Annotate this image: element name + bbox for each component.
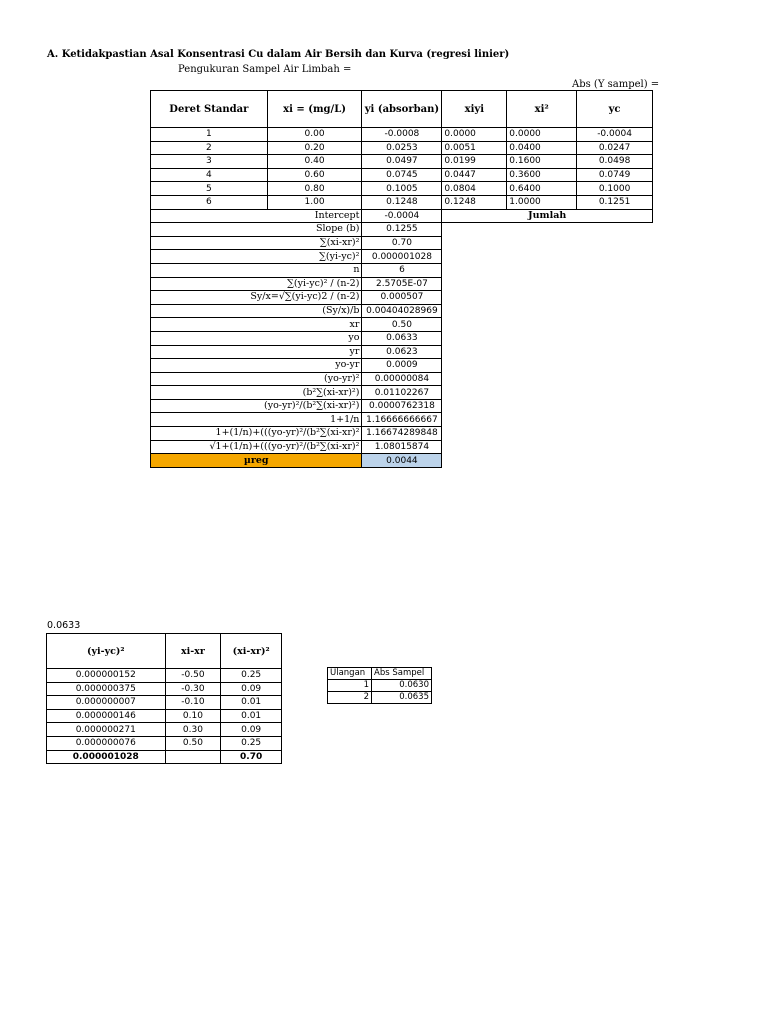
stat-value: 0.0623 bbox=[362, 345, 442, 359]
cell-abs-sampel: 0.0630 bbox=[372, 680, 432, 692]
stat-label: 1+1/n bbox=[151, 413, 362, 427]
cell-xi2: 1.0000 bbox=[507, 195, 577, 209]
stat-row bbox=[151, 345, 653, 359]
stat-value: 0.000507 bbox=[362, 291, 442, 305]
table-row bbox=[47, 709, 282, 723]
header-ulangan: Ulangan bbox=[328, 668, 372, 680]
stat-row bbox=[151, 250, 653, 264]
cell-deret: 4 bbox=[151, 168, 268, 182]
stat-row bbox=[151, 304, 653, 318]
cell-yi: 0.0745 bbox=[362, 168, 442, 182]
header-yc: yc bbox=[577, 91, 653, 128]
cell-deret: 2 bbox=[151, 141, 268, 155]
stat-row bbox=[151, 359, 653, 373]
stat-label: Intercept bbox=[151, 209, 362, 223]
cell-xi-xr: 0.10 bbox=[165, 709, 221, 723]
header-yi-yc-sq: (yi-yc)² bbox=[47, 634, 166, 669]
cell-xi-xr-sq: 0.09 bbox=[221, 682, 282, 696]
empty-cell bbox=[442, 304, 653, 318]
empty-cell bbox=[442, 277, 653, 291]
stat-value: 6 bbox=[362, 263, 442, 277]
cell-yi-yc-sq: 0.000000152 bbox=[47, 669, 166, 683]
empty-cell bbox=[442, 250, 653, 264]
cell-xiyi: 0.1248 bbox=[442, 195, 507, 209]
ureg-row bbox=[151, 454, 653, 468]
abs-y-sample-label: Abs (Y sampel) = bbox=[572, 79, 660, 90]
cell-xi: 0.20 bbox=[267, 141, 362, 155]
stat-value: 0.0000762318 bbox=[362, 399, 442, 413]
cell-yi-yc-sq: 0.000000007 bbox=[47, 696, 166, 710]
empty-cell bbox=[442, 454, 653, 468]
header-xi-xr-sq: (xi-xr)² bbox=[221, 634, 282, 669]
cell-xi: 0.80 bbox=[267, 182, 362, 196]
cell-yi: 0.1005 bbox=[362, 182, 442, 196]
stat-label: yr bbox=[151, 345, 362, 359]
stat-row bbox=[151, 236, 653, 250]
sample-repeat-table bbox=[327, 667, 432, 704]
cell-xi-xr-sq: 0.25 bbox=[221, 669, 282, 683]
stat-row bbox=[151, 440, 653, 454]
stat-value: 0.50 bbox=[362, 318, 442, 332]
page-title: A. Ketidakpastian Asal Konsentrasi Cu dalam Air Bersih dan Kurva (regresi linier) bbox=[47, 49, 510, 60]
stat-value: 0.00404028969 bbox=[362, 304, 442, 318]
stat-row bbox=[151, 399, 653, 413]
cell-xi2: 0.6400 bbox=[507, 182, 577, 196]
stat-label: ∑(xi-xr)² bbox=[151, 236, 362, 250]
cell-xi: 1.00 bbox=[267, 195, 362, 209]
stat-row bbox=[151, 427, 653, 441]
table-row bbox=[47, 669, 282, 683]
cell-xi-xr-sq: 0.25 bbox=[221, 736, 282, 750]
cell-xiyi: 0.0804 bbox=[442, 182, 507, 196]
stat-label: xr bbox=[151, 318, 362, 332]
empty-cell bbox=[442, 263, 653, 277]
cell-ulangan: 2 bbox=[328, 692, 372, 704]
cell-xi: 0.00 bbox=[267, 128, 362, 142]
stat-value: 0.70 bbox=[362, 236, 442, 250]
cell-yi: 0.1248 bbox=[362, 195, 442, 209]
cell-deret: 1 bbox=[151, 128, 268, 142]
table-row bbox=[151, 141, 653, 155]
cell-xi-xr: 0.30 bbox=[165, 723, 221, 737]
total-xi-xr-sq: 0.70 bbox=[221, 750, 282, 764]
stat-value: 1.16666666667 bbox=[362, 413, 442, 427]
empty-cell bbox=[442, 386, 653, 400]
cell-ulangan: 1 bbox=[328, 680, 372, 692]
table-row bbox=[151, 128, 653, 142]
header-abs-sampel: Abs Sampel bbox=[372, 668, 432, 680]
empty-cell bbox=[442, 359, 653, 373]
empty-cell bbox=[442, 331, 653, 345]
stat-row bbox=[151, 318, 653, 332]
cell-yi-yc-sq: 0.000000375 bbox=[47, 682, 166, 696]
header-xi2: xi² bbox=[507, 91, 577, 128]
stat-row bbox=[151, 209, 653, 223]
cell-yc: 0.0247 bbox=[577, 141, 653, 155]
cell-xi2: 0.1600 bbox=[507, 155, 577, 169]
stat-value: 0.0633 bbox=[362, 331, 442, 345]
yo-note: 0.0633 bbox=[47, 620, 81, 631]
stat-label: Sy/x=√∑(yi-yc)2 / (n-2) bbox=[151, 291, 362, 305]
table-row bbox=[47, 696, 282, 710]
stat-row bbox=[151, 223, 653, 237]
stat-label: 1+(1/n)+(((yo-yr)²/(b²∑(xi-xr)² bbox=[151, 427, 362, 441]
cell-yi-yc-sq: 0.000000076 bbox=[47, 736, 166, 750]
header-yi: yi (absorban) bbox=[362, 91, 442, 128]
cell-xiyi: 0.0000 bbox=[442, 128, 507, 142]
ureg-value: 0.0044 bbox=[362, 454, 442, 468]
header-xi-xr: xi-xr bbox=[165, 634, 221, 669]
table-row bbox=[47, 723, 282, 737]
stat-label: n bbox=[151, 263, 362, 277]
stat-label: ∑(yi-yc)² / (n-2) bbox=[151, 277, 362, 291]
table-row bbox=[328, 692, 432, 704]
stat-label: (b²∑(xi-xr)²) bbox=[151, 386, 362, 400]
empty-cell bbox=[442, 399, 653, 413]
cell-xi-xr: -0.10 bbox=[165, 696, 221, 710]
cell-yi: -0.0008 bbox=[362, 128, 442, 142]
cell-yc: 0.0498 bbox=[577, 155, 653, 169]
stat-label: (yo-yr)²/(b²∑(xi-xr)²) bbox=[151, 399, 362, 413]
header-xi: xi = (mg/L) bbox=[267, 91, 362, 128]
ureg-label: µreg bbox=[151, 454, 362, 468]
stat-value: 1.08015874 bbox=[362, 440, 442, 454]
stat-row bbox=[151, 331, 653, 345]
cell-xi2: 0.0000 bbox=[507, 128, 577, 142]
stat-row bbox=[151, 277, 653, 291]
table-row bbox=[328, 680, 432, 692]
table-header-row bbox=[328, 668, 432, 680]
cell-yi-yc-sq: 0.000000146 bbox=[47, 709, 166, 723]
cell-xi2: 0.0400 bbox=[507, 141, 577, 155]
cell-xiyi: 0.0199 bbox=[442, 155, 507, 169]
residual-table bbox=[46, 633, 282, 764]
stat-label: √1+(1/n)+(((yo-yr)²/(b²∑(xi-xr)² bbox=[151, 440, 362, 454]
cell-xiyi: 0.0051 bbox=[442, 141, 507, 155]
table-row bbox=[47, 736, 282, 750]
stat-value: 0.0009 bbox=[362, 359, 442, 373]
cell-deret: 3 bbox=[151, 155, 268, 169]
total-row bbox=[47, 750, 282, 764]
cell-deret: 6 bbox=[151, 195, 268, 209]
cell-abs-sampel: 0.0635 bbox=[372, 692, 432, 704]
cell-yi: 0.0253 bbox=[362, 141, 442, 155]
cell-yc: 0.0749 bbox=[577, 168, 653, 182]
empty-cell bbox=[442, 427, 653, 441]
empty-cell bbox=[442, 291, 653, 305]
cell-yc: 0.1251 bbox=[577, 195, 653, 209]
cell-xi-xr: 0.50 bbox=[165, 736, 221, 750]
empty-cell bbox=[442, 236, 653, 250]
empty-cell bbox=[442, 372, 653, 386]
total-xi-xr bbox=[165, 750, 221, 764]
empty-cell bbox=[442, 223, 653, 237]
stat-value: -0.0004 bbox=[362, 209, 442, 223]
stat-row bbox=[151, 263, 653, 277]
stat-value: 0.1255 bbox=[362, 223, 442, 237]
empty-cell bbox=[442, 318, 653, 332]
stat-label: ∑(yi-yc)² bbox=[151, 250, 362, 264]
cell-xi-xr-sq: 0.01 bbox=[221, 709, 282, 723]
table-row bbox=[151, 195, 653, 209]
table-row bbox=[151, 155, 653, 169]
cell-xi: 0.60 bbox=[267, 168, 362, 182]
stat-row bbox=[151, 372, 653, 386]
stat-value: 0.01102267 bbox=[362, 386, 442, 400]
stat-value: 1.16674289848 bbox=[362, 427, 442, 441]
table-row bbox=[151, 168, 653, 182]
stat-label: (Sy/x)/b bbox=[151, 304, 362, 318]
table-row bbox=[47, 682, 282, 696]
sample-measurement-label: Pengukuran Sampel Air Limbah = bbox=[178, 64, 352, 75]
empty-cell bbox=[442, 345, 653, 359]
stat-value: 2.5705E-07 bbox=[362, 277, 442, 291]
stat-value: 0.000001028 bbox=[362, 250, 442, 264]
cell-yc: 0.1000 bbox=[577, 182, 653, 196]
cell-yi: 0.0497 bbox=[362, 155, 442, 169]
stat-row bbox=[151, 413, 653, 427]
stat-value: 0.00000084 bbox=[362, 372, 442, 386]
regression-table bbox=[150, 90, 653, 468]
cell-xi2: 0.3600 bbox=[507, 168, 577, 182]
header-deret-standar: Deret Standar bbox=[151, 91, 268, 128]
cell-xi-xr-sq: 0.09 bbox=[221, 723, 282, 737]
stat-label: yo-yr bbox=[151, 359, 362, 373]
cell-xi: 0.40 bbox=[267, 155, 362, 169]
table-header-row bbox=[151, 91, 653, 128]
cell-xi-xr: -0.50 bbox=[165, 669, 221, 683]
table-header-row bbox=[47, 634, 282, 669]
cell-deret: 5 bbox=[151, 182, 268, 196]
cell-yi-yc-sq: 0.000000271 bbox=[47, 723, 166, 737]
stat-row bbox=[151, 291, 653, 305]
cell-xiyi: 0.0447 bbox=[442, 168, 507, 182]
stat-label: yo bbox=[151, 331, 362, 345]
stat-label: Slope (b) bbox=[151, 223, 362, 237]
empty-cell bbox=[442, 440, 653, 454]
empty-cell bbox=[442, 413, 653, 427]
cell-xi-xr: -0.30 bbox=[165, 682, 221, 696]
cell-yc: -0.0004 bbox=[577, 128, 653, 142]
header-xiyi: xiyi bbox=[442, 91, 507, 128]
cell-xi-xr-sq: 0.01 bbox=[221, 696, 282, 710]
table-row bbox=[151, 182, 653, 196]
jumlah-label: Jumlah bbox=[442, 209, 653, 223]
stat-row bbox=[151, 386, 653, 400]
stat-label: (yo-yr)² bbox=[151, 372, 362, 386]
total-yi-yc-sq: 0.000001028 bbox=[47, 750, 166, 764]
